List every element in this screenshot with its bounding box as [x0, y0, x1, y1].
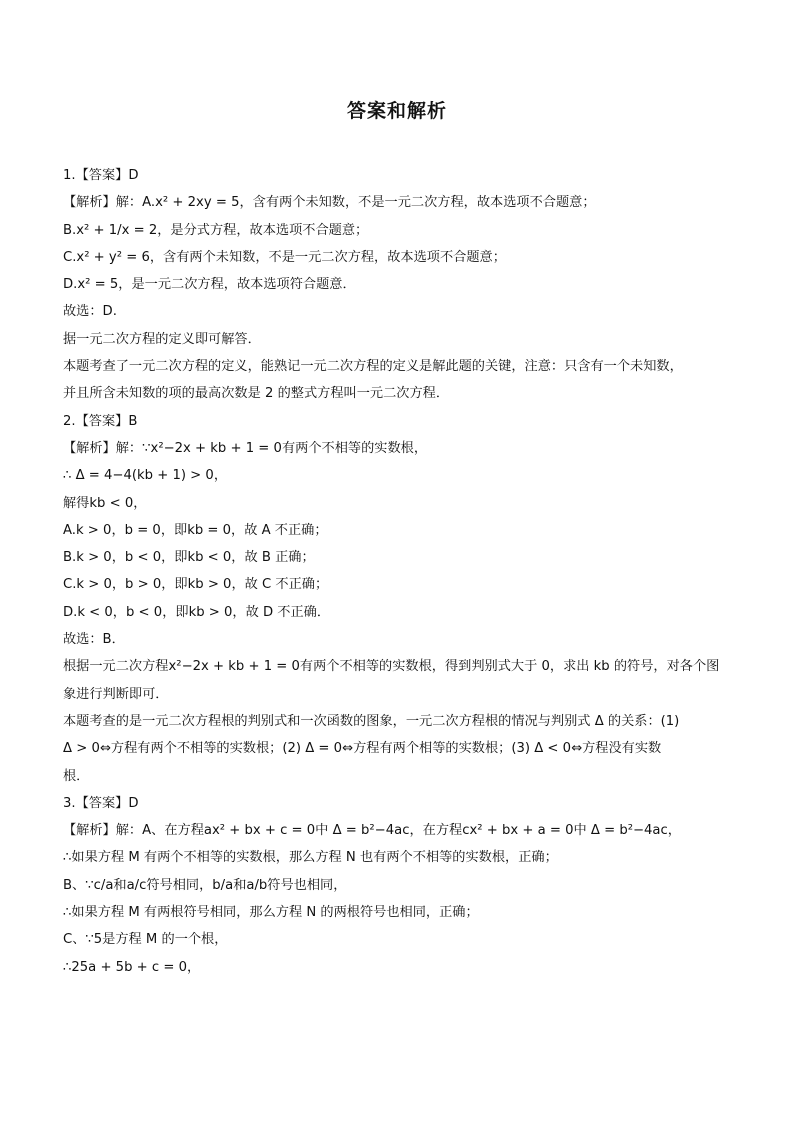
text-line: C.k > 0，b > 0，即kb > 0，故 C 不正确； [63, 577, 329, 593]
text-line: ∴ Δ = 4−4(kb + 1) > 0， [63, 468, 228, 484]
text-line: D.k < 0，b < 0，即kb > 0，故 D 不正确． [63, 604, 331, 620]
text-line: 根． [63, 768, 90, 784]
text-line: 并且所含未知数的项的最高次数是 2 的整式方程叫一元二次方程． [63, 386, 450, 402]
text-line: 本题考查了一元二次方程的定义，能熟记一元二次方程的定义是解此题的关键，注意：只含有一个未知数， [63, 359, 683, 375]
text-line: 解得kb < 0， [63, 495, 147, 511]
answer-content [63, 162, 743, 981]
text-line: 3.【答案】D [63, 795, 139, 811]
text-line: 根据一元二次方程x²−2x + kb + 1 = 0有两个不相等的实数根，得到判别式大于 0，求出 kb 的符号，对各个图 [63, 659, 720, 675]
text-line: ∴如果方程 M 有两根符号相同，那么方程 N 的两根符号也相同，正确； [63, 905, 479, 921]
text-line: B.x² + 1/x = 2，是分式方程，故本选项不合题意； [63, 222, 369, 238]
text-line: A.k > 0，b = 0，即kb = 0，故 A 不正确； [63, 522, 328, 538]
text-line: 据一元二次方程的定义即可解答． [63, 331, 261, 347]
text-line: C.x² + y² = 6，含有两个未知数，不是一元二次方程，故本选项不合题意； [63, 249, 506, 265]
text-line: 【解析】解：A、在方程ax² + bx + c = 0中 Δ = b²−4ac，在方程cx² + bx + a = 0中 Δ = b²−4ac， [63, 823, 681, 839]
text-line: 【解析】解：A.x² + 2xy = 5，含有两个未知数，不是一元二次方程，故本选项不合题意； [63, 195, 596, 211]
text-line: D.x² = 5，是一元二次方程，故本选项符合题意． [63, 277, 356, 293]
text-line: C、∵5是方程 M 的一个根， [63, 932, 228, 948]
text-line: B.k > 0，b < 0，即kb < 0，故 B 正确； [63, 550, 315, 566]
text-line: ∴25a + 5b + c = 0， [63, 959, 201, 975]
text-line: B、∵c/a和a/c符号相同，b/a和a/b符号也相同， [63, 877, 347, 893]
text-line: 本题考查的是一元二次方程根的判别式和一次函数的图象，一元二次方程根的情况与判别式 Δ 的关系：(1) [63, 713, 680, 729]
text-line: 2.【答案】B [63, 413, 138, 429]
text-line: 【解析】解：∵x²−2x + kb + 1 = 0有两个不相等的实数根， [63, 440, 428, 456]
text-line: 故选：B． [63, 632, 125, 648]
text-line: 象进行判断即可． [63, 686, 169, 702]
text-line: ∴如果方程 M 有两个不相等的实数根，那么方程 N 也有两个不相等的实数根，正确； [63, 850, 558, 866]
text-line: 1.【答案】D [63, 168, 139, 183]
text-line: 故选：D. [63, 304, 117, 320]
text-line: Δ > 0⇔方程有两个不相等的实数根；(2) Δ = 0⇔方程有两个相等的实数根；(3) Δ < 0⇔方程没有实数 [63, 741, 662, 757]
page-title: 答案和解析 [346, 100, 447, 122]
